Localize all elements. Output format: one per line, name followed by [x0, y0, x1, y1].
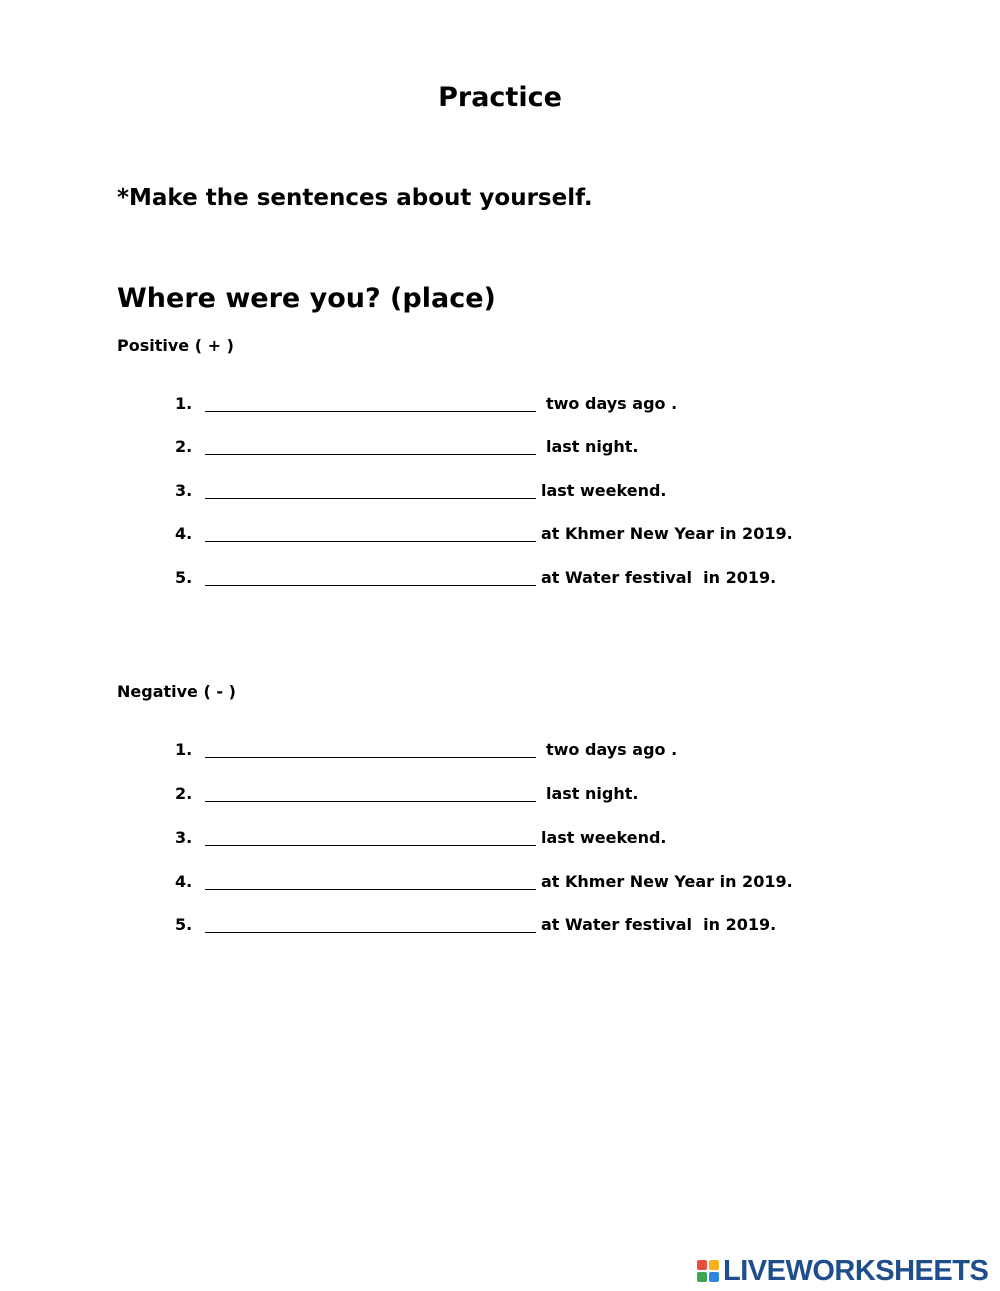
negative-label: Negative ( - ) — [117, 682, 236, 701]
sentence-ending: last weekend. — [541, 481, 667, 500]
answer-blank[interactable] — [205, 757, 536, 758]
sentence-ending: at Khmer New Year in 2019. — [541, 524, 793, 543]
logo-text: LIVEWORKSHEETS — [723, 1254, 989, 1287]
answer-blank[interactable] — [205, 889, 536, 890]
liveworksheets-logo — [697, 1256, 988, 1286]
item-number: 4. — [175, 872, 193, 891]
sentence-ending: two days ago . — [546, 740, 678, 759]
item-number: 3. — [175, 828, 193, 847]
item-number: 4. — [175, 524, 193, 543]
item-number: 1. — [175, 394, 193, 413]
sentence-ending: last weekend. — [541, 828, 667, 847]
question-heading: Where were you? (place) — [117, 283, 496, 314]
item-number: 2. — [175, 437, 193, 456]
instruction-text: *Make the sentences about yourself. — [117, 185, 593, 211]
answer-blank[interactable] — [205, 801, 536, 802]
answer-blank[interactable] — [205, 541, 536, 542]
sentence-ending: at Water festival in 2019. — [541, 915, 777, 934]
sentence-ending: two days ago . — [546, 394, 678, 413]
answer-blank[interactable] — [205, 454, 536, 455]
page-title: Practice — [438, 82, 562, 113]
sentence-ending: at Khmer New Year in 2019. — [541, 872, 793, 891]
item-number: 3. — [175, 481, 193, 500]
sentence-ending: last night. — [546, 784, 639, 803]
answer-blank[interactable] — [205, 845, 536, 846]
answer-blank[interactable] — [205, 498, 536, 499]
answer-blank[interactable] — [205, 411, 536, 412]
positive-label: Positive ( + ) — [117, 336, 234, 355]
item-number: 1. — [175, 740, 193, 759]
item-number: 5. — [175, 915, 193, 934]
item-number: 5. — [175, 568, 193, 587]
item-number: 2. — [175, 784, 193, 803]
logo-blocks-icon — [697, 1260, 719, 1282]
sentence-ending: at Water festival in 2019. — [541, 568, 777, 587]
answer-blank[interactable] — [205, 932, 536, 933]
answer-blank[interactable] — [205, 585, 536, 586]
sentence-ending: last night. — [546, 437, 639, 456]
